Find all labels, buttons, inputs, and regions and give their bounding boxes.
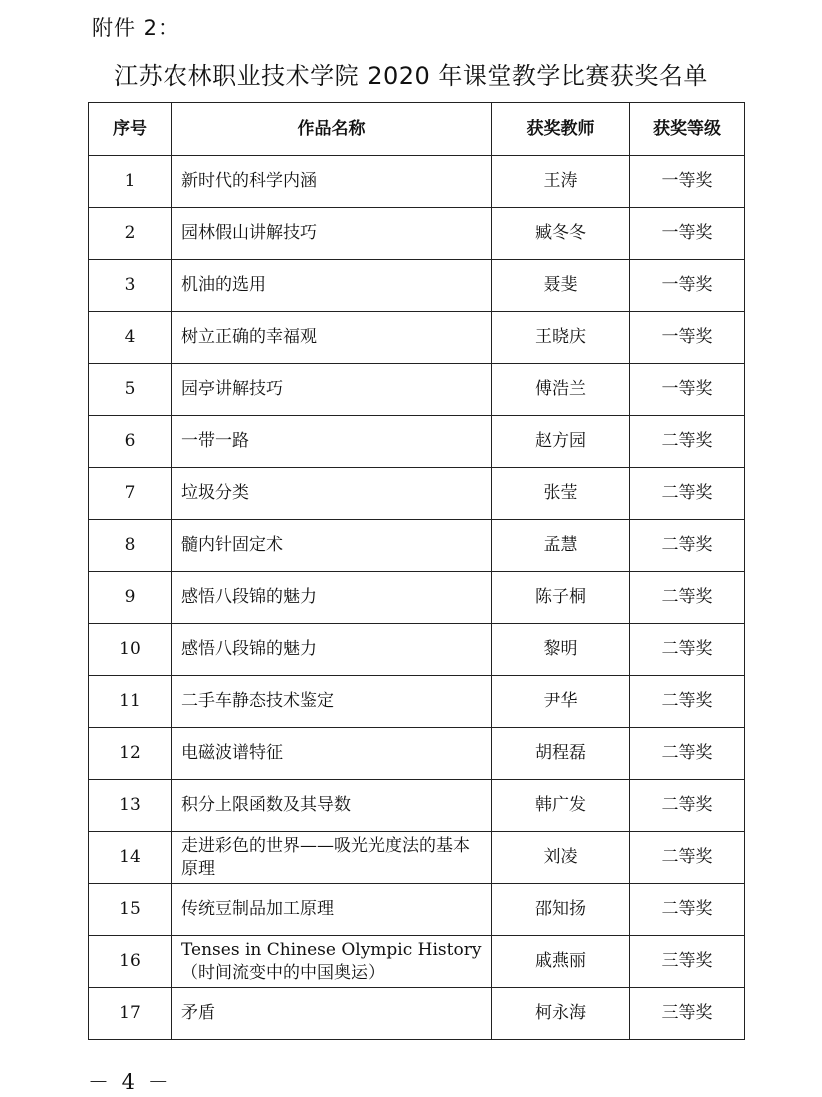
cell-work-title: 髓内针固定术: [172, 520, 492, 572]
page-number: － 4 －: [88, 1070, 172, 1094]
cell-number: 4: [89, 312, 172, 364]
cell-award-level: 一等奖: [630, 260, 745, 312]
cell-work-title: 机油的选用: [172, 260, 492, 312]
cell-award-level: 二等奖: [630, 468, 745, 520]
cell-work-title: 园亭讲解技巧: [172, 364, 492, 416]
table-row: [89, 468, 745, 520]
cell-teacher: 张莹: [492, 468, 630, 520]
table-row: [89, 988, 745, 1040]
table-row: [89, 260, 745, 312]
cell-number: 12: [89, 728, 172, 780]
cell-number: 9: [89, 572, 172, 624]
awards-table: [88, 102, 745, 1040]
cell-teacher: 黎明: [492, 624, 630, 676]
cell-work-title: 二手车静态技术鉴定: [172, 676, 492, 728]
cell-teacher: 柯永海: [492, 988, 630, 1040]
cell-number: 15: [89, 884, 172, 936]
cell-teacher: 邵知扬: [492, 884, 630, 936]
table-row: [89, 156, 745, 208]
cell-award-level: 二等奖: [630, 624, 745, 676]
cell-teacher: 戚燕丽: [492, 936, 630, 988]
cell-teacher: 陈子桐: [492, 572, 630, 624]
cell-work-title: Tenses in Chinese Olympic History（时间流变中的中国奥运）: [172, 936, 492, 988]
cell-number: 5: [89, 364, 172, 416]
cell-award-level: 一等奖: [630, 312, 745, 364]
table-row: [89, 676, 745, 728]
table-row: [89, 312, 745, 364]
cell-number: 7: [89, 468, 172, 520]
cell-award-level: 一等奖: [630, 208, 745, 260]
table-row: [89, 936, 745, 988]
cell-award-level: 二等奖: [630, 416, 745, 468]
table-row: [89, 208, 745, 260]
cell-teacher: 傅浩兰: [492, 364, 630, 416]
cell-teacher: 王涛: [492, 156, 630, 208]
cell-award-level: 三等奖: [630, 936, 745, 988]
cell-teacher: 聂斐: [492, 260, 630, 312]
cell-teacher: 王晓庆: [492, 312, 630, 364]
cell-award-level: 三等奖: [630, 988, 745, 1040]
cell-award-level: 二等奖: [630, 572, 745, 624]
cell-number: 2: [89, 208, 172, 260]
cell-work-title: 感悟八段锦的魅力: [172, 624, 492, 676]
cell-award-level: 二等奖: [630, 676, 745, 728]
cell-work-title: 电磁波谱特征: [172, 728, 492, 780]
table-row: [89, 884, 745, 936]
cell-work-title: 新时代的科学内涵: [172, 156, 492, 208]
attachment-label: 附件 2：: [92, 16, 181, 40]
cell-award-level: 二等奖: [630, 728, 745, 780]
cell-work-title: 树立正确的幸福观: [172, 312, 492, 364]
cell-number: 3: [89, 260, 172, 312]
cell-work-title: 垃圾分类: [172, 468, 492, 520]
cell-number: 10: [89, 624, 172, 676]
table-row: [89, 364, 745, 416]
column-header-number: 序号: [89, 103, 172, 156]
cell-number: 1: [89, 156, 172, 208]
column-header-level: 获奖等级: [630, 103, 745, 156]
cell-work-title: 感悟八段锦的魅力: [172, 572, 492, 624]
cell-teacher: 赵方园: [492, 416, 630, 468]
cell-award-level: 一等奖: [630, 364, 745, 416]
cell-work-title: 积分上限函数及其导数: [172, 780, 492, 832]
cell-work-title: 走进彩色的世界——吸光光度法的基本原理: [172, 832, 492, 884]
table-row: [89, 832, 745, 884]
table-row: [89, 416, 745, 468]
cell-teacher: 韩广发: [492, 780, 630, 832]
cell-work-title: 矛盾: [172, 988, 492, 1040]
cell-number: 14: [89, 832, 172, 884]
cell-award-level: 二等奖: [630, 520, 745, 572]
table-row: [89, 728, 745, 780]
cell-work-title: 园林假山讲解技巧: [172, 208, 492, 260]
cell-number: 13: [89, 780, 172, 832]
column-header-teacher: 获奖教师: [492, 103, 630, 156]
cell-number: 6: [89, 416, 172, 468]
cell-teacher: 孟慧: [492, 520, 630, 572]
table-header-row: [89, 103, 745, 156]
cell-number: 11: [89, 676, 172, 728]
cell-teacher: 胡程磊: [492, 728, 630, 780]
table-body: [89, 156, 745, 1040]
cell-teacher: 臧冬冬: [492, 208, 630, 260]
table-row: [89, 572, 745, 624]
table-row: [89, 624, 745, 676]
cell-award-level: 二等奖: [630, 832, 745, 884]
cell-work-title: 传统豆制品加工原理: [172, 884, 492, 936]
document-title: 江苏农林职业技术学院 2020 年课堂教学比赛获奖名单: [114, 62, 708, 90]
table-row: [89, 520, 745, 572]
cell-award-level: 二等奖: [630, 780, 745, 832]
column-header-work: 作品名称: [172, 103, 492, 156]
cell-work-title: 一带一路: [172, 416, 492, 468]
cell-number: 17: [89, 988, 172, 1040]
cell-award-level: 一等奖: [630, 156, 745, 208]
cell-teacher: 尹华: [492, 676, 630, 728]
cell-number: 8: [89, 520, 172, 572]
cell-award-level: 二等奖: [630, 884, 745, 936]
cell-teacher: 刘凌: [492, 832, 630, 884]
table-row: [89, 780, 745, 832]
cell-number: 16: [89, 936, 172, 988]
